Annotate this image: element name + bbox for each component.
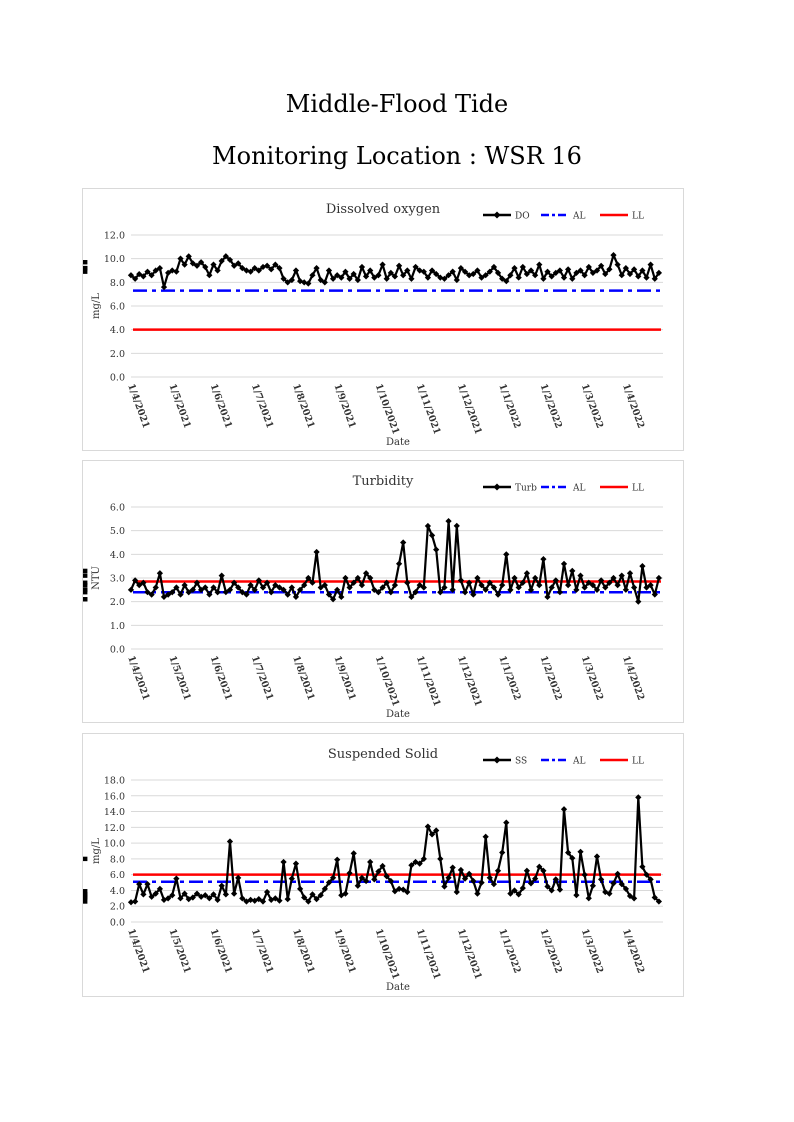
y-tick-label: 14.0 xyxy=(103,807,125,819)
chart-title: Dissolved oxygen xyxy=(325,202,441,217)
data-point xyxy=(83,892,87,896)
x-tick-label: 1/2/2022 xyxy=(537,654,564,702)
y-tick-label: 4.0 xyxy=(109,885,125,897)
x-tick-label: 1/4/2022 xyxy=(620,654,647,702)
x-tick-label: 1/11/2021 xyxy=(413,654,443,709)
data-point xyxy=(83,583,87,587)
x-tick-label: 1/3/2022 xyxy=(578,654,606,702)
data-point xyxy=(639,563,645,569)
data-point xyxy=(610,252,616,258)
chart-title: Suspended Solid xyxy=(327,747,439,762)
x-tick-label: 1/9/2021 xyxy=(331,654,358,702)
data-point xyxy=(280,859,286,865)
y-tick-label: 2.0 xyxy=(109,901,125,913)
x-tick-label: 1/1/2022 xyxy=(496,927,523,975)
data-point xyxy=(557,589,563,595)
data-point xyxy=(359,264,365,270)
y-tick-label: 2.0 xyxy=(109,597,125,609)
chart-title: Turbidity xyxy=(352,474,414,489)
data-point xyxy=(582,872,588,878)
y-tick-label: 12.0 xyxy=(103,822,125,834)
data-point xyxy=(495,868,501,874)
data-point xyxy=(450,864,456,870)
data-point xyxy=(648,261,654,267)
data-point xyxy=(83,588,87,592)
y-tick-label: 16.0 xyxy=(103,791,125,803)
x-tick-label: 1/4/2022 xyxy=(620,382,647,430)
x-axis-label: Date xyxy=(386,982,410,993)
x-tick-label: 1/10/2021 xyxy=(372,382,402,437)
y-tick-label: 5.0 xyxy=(109,526,125,538)
y-tick-label: 2.0 xyxy=(109,348,125,360)
x-tick-label: 1/9/2021 xyxy=(331,382,358,430)
data-point xyxy=(83,569,87,573)
x-tick-label: 1/7/2021 xyxy=(248,654,276,702)
x-tick-label: 1/6/2021 xyxy=(207,382,234,430)
data-point xyxy=(635,599,641,605)
x-tick-label: 1/4/2021 xyxy=(125,654,152,702)
data-point xyxy=(478,879,484,885)
data-point xyxy=(334,857,340,863)
x-tick-label: 1/4/2021 xyxy=(125,927,152,975)
x-axis-label: Date xyxy=(386,709,410,720)
data-point xyxy=(83,899,87,903)
data-point xyxy=(536,261,542,267)
legend-label-ll: LL xyxy=(632,211,644,222)
legend-label-ll: LL xyxy=(632,483,644,494)
data-point xyxy=(445,518,451,524)
turbidity-chart xyxy=(83,461,683,722)
x-tick-label: 1/4/2021 xyxy=(125,382,152,430)
data-point xyxy=(557,887,563,893)
x-tick-label: 1/4/2022 xyxy=(620,927,647,975)
data-point xyxy=(132,898,138,904)
y-tick-label: 12.0 xyxy=(103,230,125,242)
data-point xyxy=(396,561,402,567)
x-tick-label: 1/10/2021 xyxy=(372,927,402,982)
x-tick-label: 1/2/2022 xyxy=(537,382,564,430)
y-tick-label: 4.0 xyxy=(109,549,125,561)
dissolved-oxygen-chart xyxy=(83,189,683,450)
chart-panel-dissolved-oxygen xyxy=(82,188,684,451)
data-point xyxy=(231,890,237,896)
y-tick-label: 18.0 xyxy=(103,775,125,787)
data-point xyxy=(351,850,357,856)
x-tick-label: 1/1/2022 xyxy=(496,654,523,702)
data-point xyxy=(83,573,87,577)
data-point xyxy=(540,556,546,562)
data-point xyxy=(511,575,517,581)
data-point xyxy=(590,883,596,889)
y-tick-label: 1.0 xyxy=(109,620,125,632)
data-point xyxy=(400,539,406,545)
y-tick-label: 8.0 xyxy=(109,854,125,866)
data-series-line xyxy=(131,521,659,602)
y-tick-label: 0.0 xyxy=(109,372,125,384)
y-tick-label: 0.0 xyxy=(109,644,125,656)
x-tick-label: 1/10/2021 xyxy=(372,654,402,709)
x-tick-label: 1/11/2021 xyxy=(413,927,443,982)
x-tick-label: 1/8/2021 xyxy=(290,654,317,702)
data-point xyxy=(83,857,87,861)
x-tick-label: 1/3/2022 xyxy=(578,382,606,430)
data-point xyxy=(483,834,489,840)
data-point xyxy=(656,575,662,581)
data-point xyxy=(503,551,509,557)
y-tick-label: 10.0 xyxy=(103,838,125,850)
y-axis-label: mg/L xyxy=(91,838,102,864)
data-point xyxy=(577,849,583,855)
y-tick-label: 6.0 xyxy=(109,301,125,313)
page-title-line1: Middle-Flood Tide xyxy=(285,90,509,118)
legend-marker xyxy=(493,483,500,490)
x-tick-label: 1/7/2021 xyxy=(248,382,276,430)
x-tick-label: 1/5/2021 xyxy=(166,654,193,702)
chart-panel-suspended-solid xyxy=(82,733,684,997)
legend-label-ll: LL xyxy=(632,756,644,767)
y-axis-label: mg/L xyxy=(91,293,102,319)
data-point xyxy=(83,597,87,601)
data-point xyxy=(429,532,435,538)
data-point xyxy=(396,263,402,269)
x-tick-label: 1/3/2022 xyxy=(578,927,606,975)
data-point xyxy=(561,561,567,567)
data-point xyxy=(227,838,233,844)
chart-panel-turbidity xyxy=(82,460,684,723)
data-point xyxy=(83,269,87,273)
x-tick-label: 1/7/2021 xyxy=(248,927,276,975)
data-point xyxy=(524,570,530,576)
x-tick-label: 1/12/2021 xyxy=(455,382,484,437)
data-point xyxy=(544,594,550,600)
x-tick-label: 1/11/2021 xyxy=(413,382,443,437)
data-point xyxy=(635,794,641,800)
data-point xyxy=(437,856,443,862)
y-tick-label: 6.0 xyxy=(109,870,125,882)
data-point xyxy=(503,819,509,825)
data-point xyxy=(367,859,373,865)
legend-label-al: AL xyxy=(573,211,586,222)
data-point xyxy=(433,546,439,552)
x-tick-label: 1/8/2021 xyxy=(290,927,317,975)
legend-label-al: AL xyxy=(573,756,586,767)
y-axis-label: NTU xyxy=(91,566,102,590)
y-tick-label: 0.0 xyxy=(109,917,125,929)
x-tick-label: 1/12/2021 xyxy=(455,654,484,709)
legend-label-ss: SS xyxy=(515,756,528,767)
data-point xyxy=(631,584,637,590)
data-point xyxy=(161,284,167,290)
x-tick-label: 1/12/2021 xyxy=(455,927,484,982)
data-point xyxy=(379,261,385,267)
suspended-solid-chart xyxy=(83,734,683,996)
data-point xyxy=(474,891,480,897)
page-title-line2: Monitoring Location : WSR 16 xyxy=(212,142,582,170)
data-point xyxy=(285,896,291,902)
data-point xyxy=(293,267,299,273)
x-tick-label: 1/5/2021 xyxy=(166,382,193,430)
x-axis-label: Date xyxy=(386,437,410,448)
x-tick-label: 1/8/2021 xyxy=(290,382,317,430)
data-point xyxy=(565,582,571,588)
data-point xyxy=(627,570,633,576)
data-point xyxy=(140,891,146,897)
data-point xyxy=(83,260,87,264)
x-tick-label: 1/9/2021 xyxy=(331,927,358,975)
y-tick-label: 8.0 xyxy=(109,277,125,289)
legend-marker xyxy=(493,211,500,218)
data-point xyxy=(454,523,460,529)
x-tick-label: 1/5/2021 xyxy=(166,927,193,975)
x-tick-label: 1/2/2022 xyxy=(537,927,564,975)
legend-marker xyxy=(493,756,500,763)
legend-label-turb: Turb xyxy=(515,483,537,494)
legend-label-al: AL xyxy=(573,483,586,494)
data-point xyxy=(524,868,530,874)
data-point xyxy=(499,849,505,855)
data-point xyxy=(516,274,522,280)
y-tick-label: 10.0 xyxy=(103,254,125,266)
x-tick-label: 1/6/2021 xyxy=(207,654,234,702)
y-tick-label: 6.0 xyxy=(109,502,125,514)
data-point xyxy=(293,860,299,866)
x-tick-label: 1/6/2021 xyxy=(207,927,234,975)
legend-label-do: DO xyxy=(515,211,530,222)
data-point xyxy=(499,582,505,588)
data-point xyxy=(454,889,460,895)
y-tick-label: 4.0 xyxy=(109,325,125,337)
y-tick-label: 3.0 xyxy=(109,573,125,585)
data-point xyxy=(615,262,621,268)
data-point xyxy=(462,589,468,595)
x-tick-label: 1/1/2022 xyxy=(496,382,523,430)
data-point xyxy=(573,892,579,898)
data-point xyxy=(157,570,163,576)
data-point xyxy=(586,895,592,901)
data-point xyxy=(342,575,348,581)
data-point xyxy=(569,568,575,574)
